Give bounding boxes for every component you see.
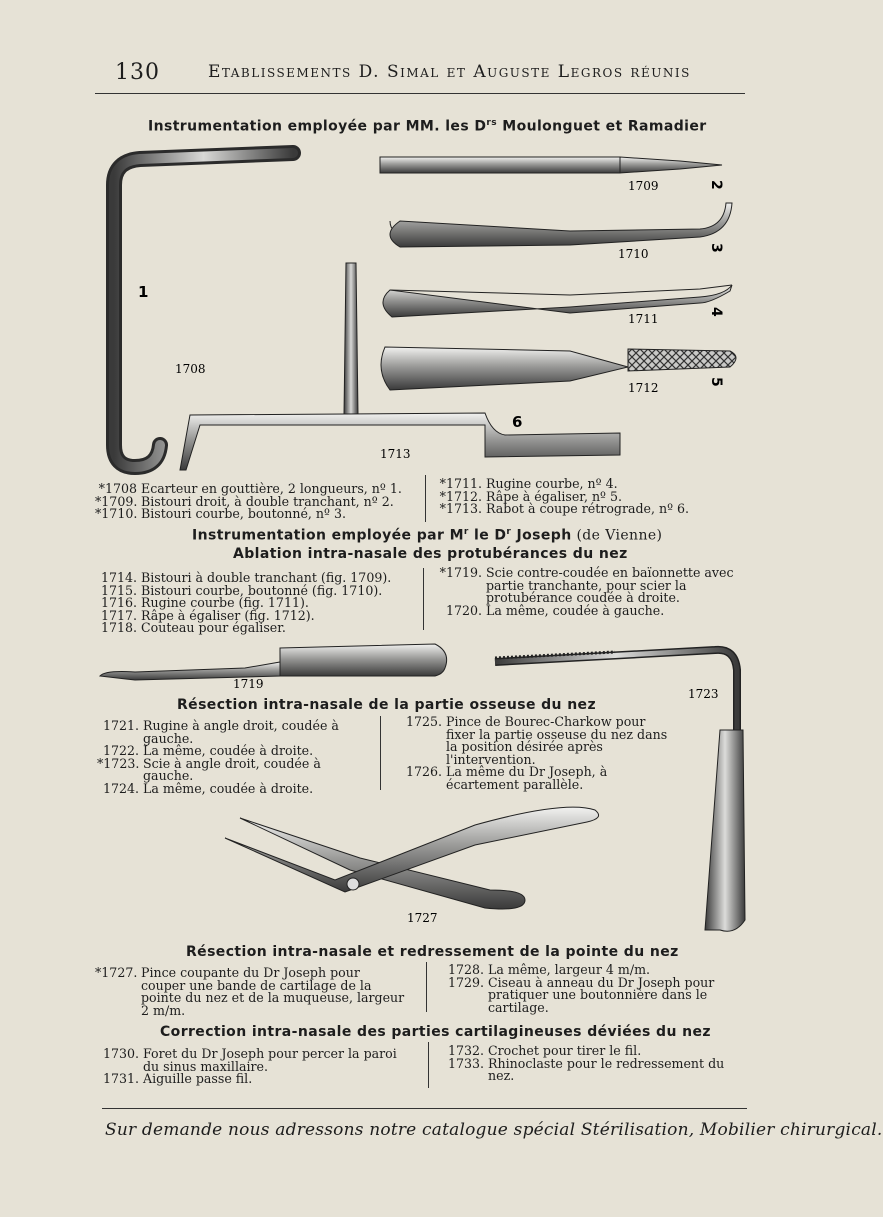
section3-heading: Résection intra-nasale de la partie osseuse du nez [177,697,596,713]
raspatory-1711-drawing [383,285,732,317]
list-item: *1709. Bistouri droit, à double tranchant, nº 2. [95,493,394,509]
list-item: 1717. Râpe à égaliser (fig. 1712). [100,607,315,623]
list-item: *1711. Rugine courbe, nº 4. [439,476,618,491]
section2-left-list [95,572,415,635]
list-item: *1719. Scie contre-coudée en baïonnette avec partie tranchante, pour scier la protubérance coudée à droite. [439,565,738,606]
section4-left-list [95,967,407,1017]
list-item: *1713. Rabot à coupe rétrograde, nº 6. [439,501,690,517]
fig-1712: 1712 [628,381,659,395]
section1-heading: Instrumentation employée par MM. les $D^{rs}$ Moulonguet et Ramadier [148,118,707,135]
page-number: 130 [115,60,160,85]
running-header: Etablissements D. Simal et Auguste Legros réunis [208,62,691,82]
fig-1713: 1713 [380,447,411,461]
list-item: *1727. Pince coupante du Dr Joseph pour couper une bande de cartilage de la pointe du nez et de la muqueuse, largeur 2 m/m. [95,965,409,1018]
list-item: 1722. La même, coudée à droite. [102,743,314,759]
list-item: *1723. Scie à angle droit, coudée à gauche. [97,755,325,784]
fig-num-2: 2 [708,180,724,190]
fig-1708: 1708 [175,362,206,376]
list-item: 1731. Aiguille passe fil. [102,1071,253,1087]
section3-left-list [97,720,365,796]
footer-rule [102,1108,747,1109]
fig-1727: 1727 [407,911,438,925]
section2-right-list [400,567,750,617]
list-item: 1729. Ciseau à anneau du Dr Joseph pour pratiquer une boutonnière dans le cartilage. [447,974,719,1015]
section2-heading: Instrumentation employée par $M^r$ le $D^r$ Joseph (de Vienne) [192,527,663,544]
section1-left-list [95,483,420,521]
section5-right-list [400,1045,752,1083]
section2-subheading: Ablation intra-nasale des protubérances du nez [233,546,628,562]
list-item: 1726. La même du Dr Joseph, à écartement parallèle. [405,764,612,792]
fig-num-4: 4 [708,307,724,317]
rasp-1712-drawing [381,347,736,390]
header-rule [95,93,745,94]
list-item: 1730. Foret du Dr Joseph pour percer la paroi du sinus maxillaire. [102,1046,401,1074]
list-item: 1733. Rhinoclaste pour le redressement du nez. [447,1055,729,1084]
fig-num-3: 3 [708,243,724,253]
list-item: 1715. Bistouri courbe, boutonné (fig. 1710). [100,582,383,598]
section1-illustration [100,145,750,475]
footer-note: Sur demande nous adressons notre catalogue spécial Stérilisation, Mobilier chirurgical. [105,1120,883,1140]
list-item: 1725. Pince de Bourec-Charkow pour fixer la partie osseuse du nez dans la position désirée après l'intervention. [405,714,672,767]
scalpel-1710-drawing [390,203,732,247]
fig-num-1: 1 [138,283,149,301]
column-divider [380,716,381,790]
fig-1710: 1710 [618,247,649,261]
section4-right-list [400,964,752,1014]
saw-1719-drawing [100,644,447,680]
list-item: 1732. Crochet pour tirer le fil. [447,1043,642,1058]
section5-left-list [97,1048,409,1086]
list-item: 1728. La même, largeur 4 m/m. [447,962,651,977]
list-item: 1716. Rugine courbe (fig. 1711). [100,595,309,611]
fig-num-6: 6 [512,413,523,431]
list-item: *1708 Ecarteur en gouttière, 2 longueurs, nº 1. [98,481,402,496]
list-item: 1718. Couteau pour égaliser. [100,620,286,636]
fig-1723: 1723 [688,687,719,701]
section4-heading: Résection intra-nasale et redressement de la pointe du nez [186,944,679,960]
fig-1709: 1709 [628,179,659,193]
fig-num-5: 5 [708,377,724,387]
fig-1711: 1711 [628,312,659,326]
list-item: 1720. La même, coudée à gauche. [445,602,665,618]
list-item: 1721. Rugine à angle droit, coudée à gauche. [102,718,343,746]
section5-heading: Correction intra-nasale des parties cartilagineuses déviées du nez [160,1024,711,1040]
forceps-1727-drawing [225,807,599,909]
list-item: 1724. La même, coudée à droite. [102,780,314,796]
fig-1719: 1719 [233,677,264,691]
list-item: *1712. Râpe à égaliser, nº 5. [439,488,622,504]
scalpel-1709-drawing [380,157,722,173]
list-item: 1714. Bistouri à double tranchant (fig. 1709). [100,570,392,585]
section1-right-list [400,478,745,516]
section3-right-list [400,716,670,792]
list-item: *1710. Bistouri courbe, boutonné, nº 3. [95,506,346,522]
